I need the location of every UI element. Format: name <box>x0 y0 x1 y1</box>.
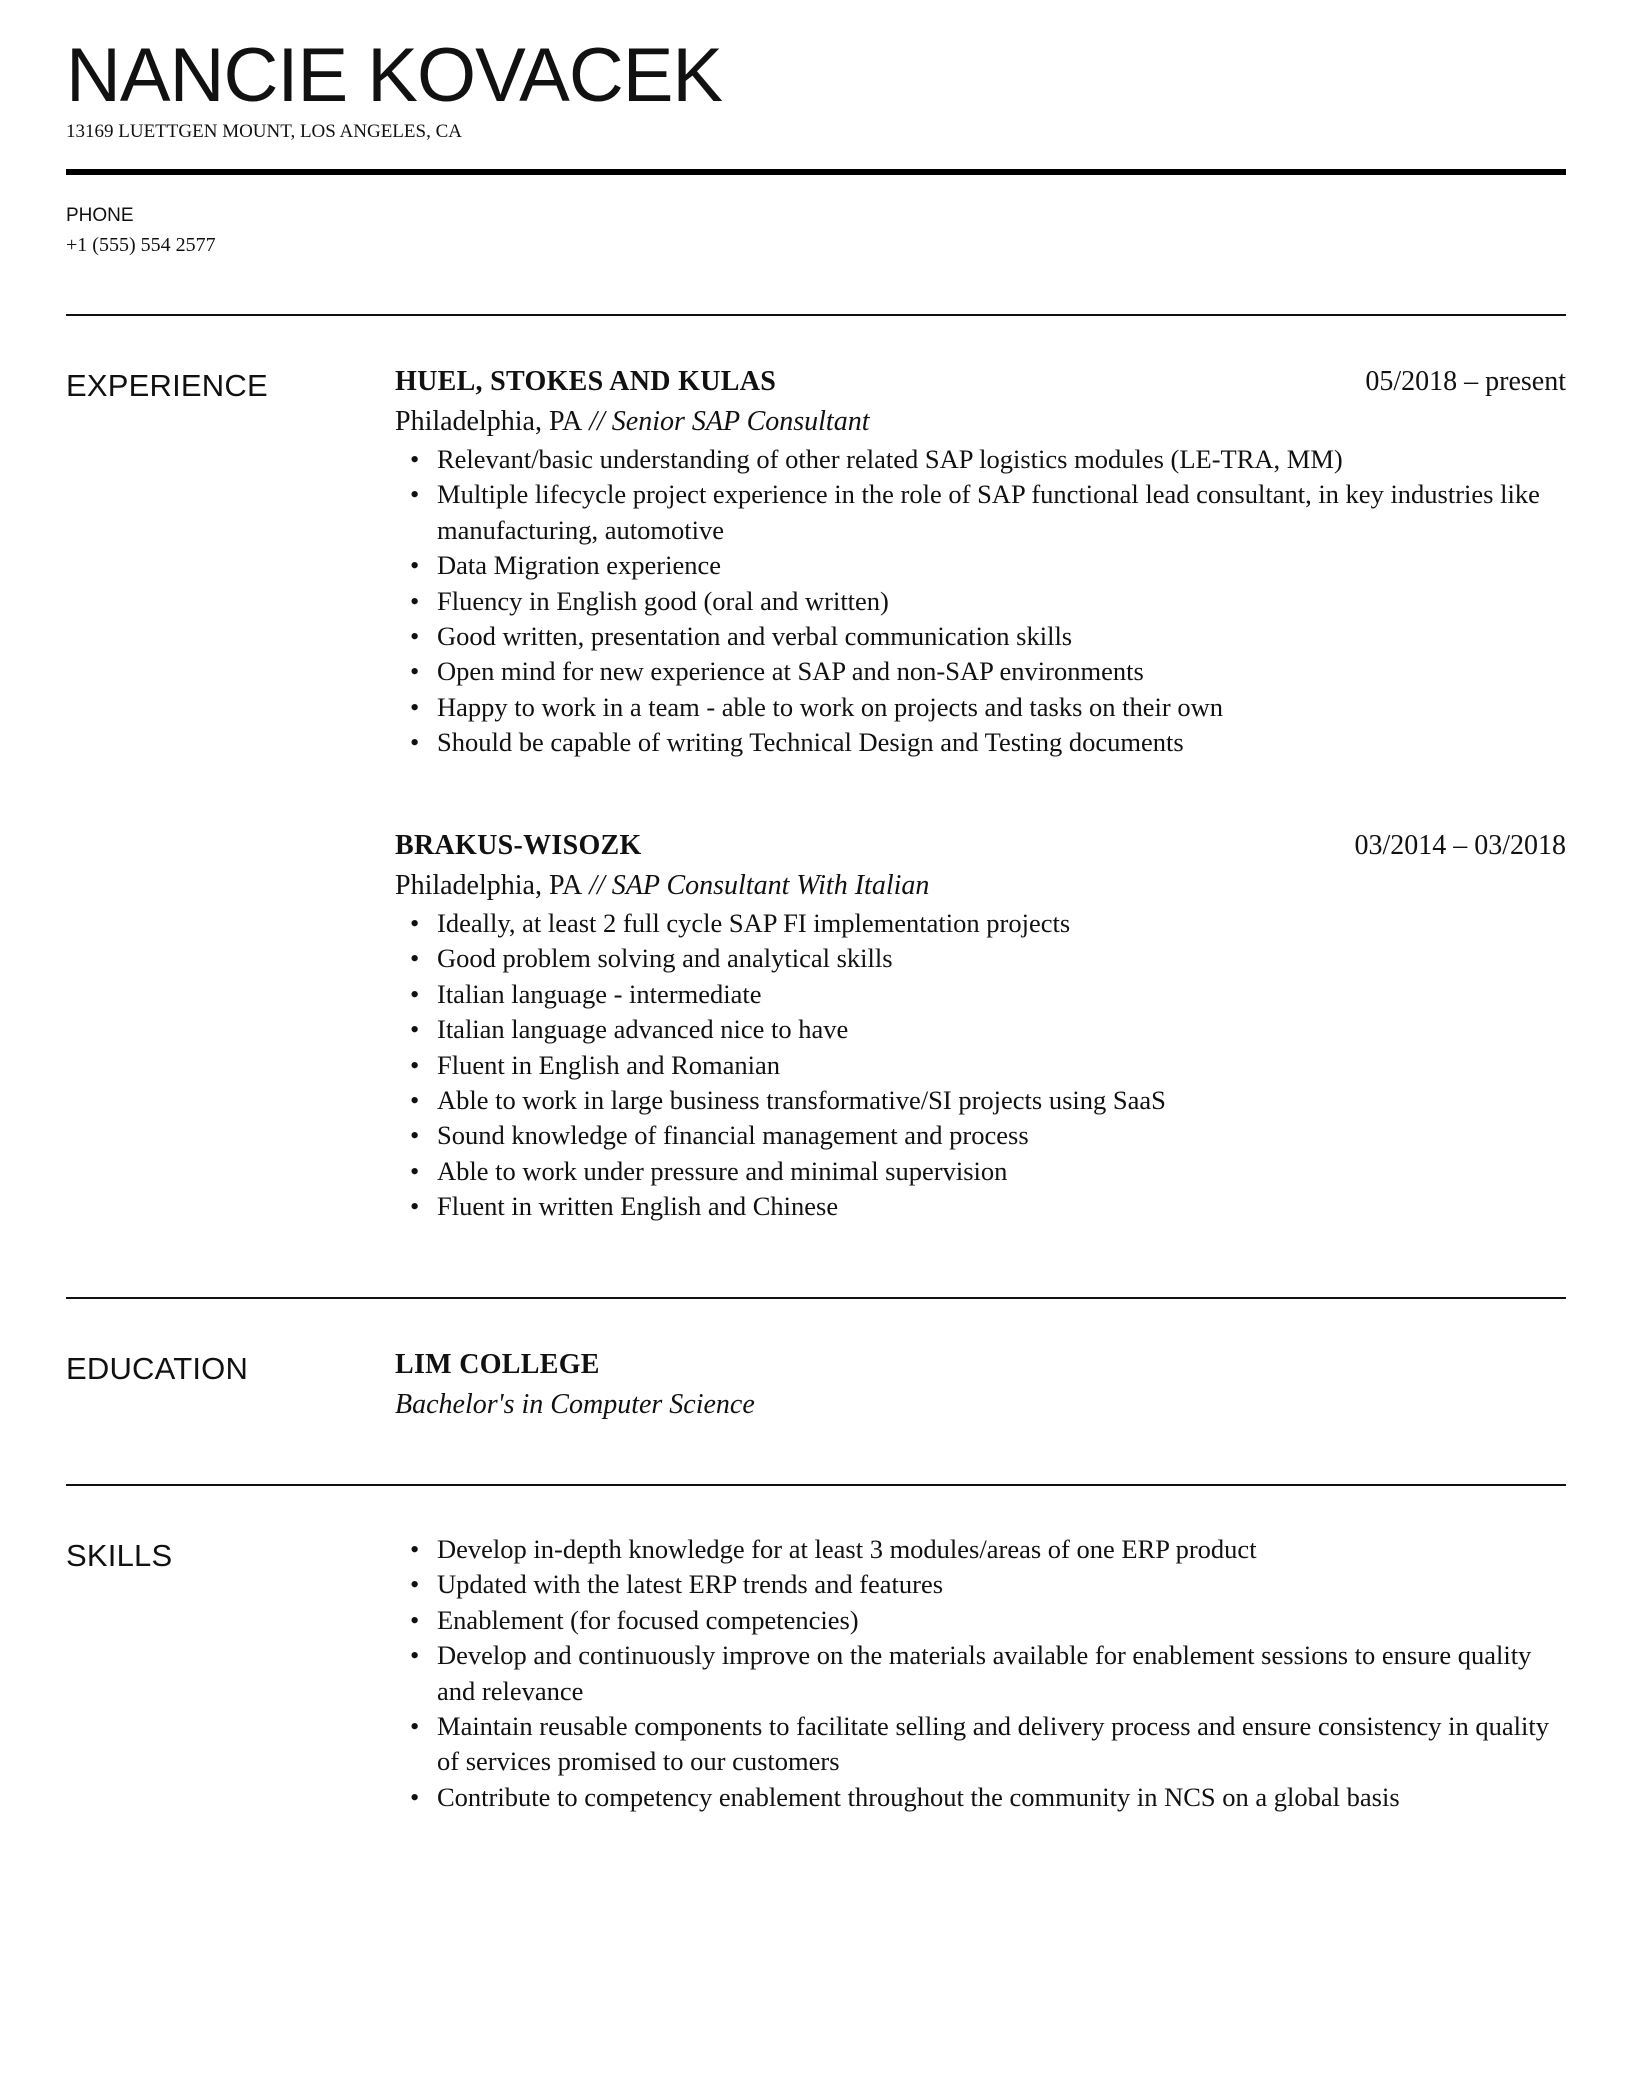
separator: // <box>582 870 612 901</box>
list-item: • Develop and continuously improve on the materials available for enablement sessions to ensure quality and relevance <box>395 1638 1566 1709</box>
job-location-role <box>395 402 1566 442</box>
header-divider <box>66 169 1566 175</box>
list-item: • Maintain reusable components to facilitate selling and delivery process and ensure consistency in quality of services promised to our customers <box>395 1709 1566 1780</box>
job-location-role <box>395 866 1566 906</box>
list-item: • Develop in-depth knowledge for at least 3 modules/areas of one ERP product <box>395 1532 1566 1567</box>
entry-header <box>395 1345 1566 1385</box>
list-item: • Updated with the latest ERP trends and features <box>395 1567 1566 1602</box>
skills-entry <box>395 1532 1566 1815</box>
company-name: HUEL, STOKES AND KULAS <box>395 366 777 397</box>
skills-list <box>395 1532 1566 1815</box>
list-item: • Able to work in large business transformative/SI projects using SaaS <box>395 1083 1566 1118</box>
employment-dates: 05/2018 – present <box>1365 366 1566 397</box>
job-location: Philadelphia, PA <box>395 870 583 901</box>
responsibility-list <box>395 906 1566 1225</box>
company-name: BRAKUS-WISOZK <box>395 830 642 861</box>
list-item: • Open mind for new experience at SAP and non-SAP environments <box>395 654 1566 689</box>
phone-label: PHONE <box>66 205 134 226</box>
education-section-title: EDUCATION <box>66 1351 249 1386</box>
list-item: • Relevant/basic understanding of other related SAP logistics modules (LE-TRA, MM) <box>395 442 1566 477</box>
list-item: • Data Migration experience <box>395 548 1566 583</box>
entry-header <box>395 362 1566 402</box>
education-entry <box>395 1345 1566 1425</box>
section-divider <box>66 1484 1566 1486</box>
list-item: • Enablement (for focused competencies) <box>395 1603 1566 1638</box>
candidate-name: NANCIE KOVACEK <box>66 33 723 118</box>
experience-entry <box>395 826 1566 1225</box>
job-title: SAP Consultant With Italian <box>611 870 930 901</box>
list-item: • Ideally, at least 2 full cycle SAP FI implementation projects <box>395 906 1566 941</box>
list-item: • Fluency in English good (oral and written) <box>395 584 1566 619</box>
job-title: Senior SAP Consultant <box>611 406 870 437</box>
separator: // <box>582 406 612 437</box>
list-item: • Fluent in English and Romanian <box>395 1048 1566 1083</box>
list-item: • Good written, presentation and verbal communication skills <box>395 619 1566 654</box>
skills-section-title: SKILLS <box>66 1538 173 1573</box>
list-item: • Able to work under pressure and minimal supervision <box>395 1154 1566 1189</box>
list-item: • Fluent in written English and Chinese <box>395 1189 1566 1224</box>
list-item: • Sound knowledge of financial management and process <box>395 1118 1566 1153</box>
school-name: LIM COLLEGE <box>395 1349 600 1380</box>
employment-dates: 03/2014 – 03/2018 <box>1354 830 1566 861</box>
list-item: • Italian language - intermediate <box>395 977 1566 1012</box>
address: 13169 LUETTGEN MOUNT, LOS ANGELES, CA <box>66 121 462 142</box>
experience-entry <box>395 362 1566 761</box>
list-item: • Multiple lifecycle project experience in the role of SAP functional lead consultant, in key industries like manufacturing, automotive <box>395 477 1566 548</box>
degree <box>395 1385 1566 1425</box>
phone-number: +1 (555) 554 2577 <box>66 234 216 256</box>
section-divider <box>66 314 1566 316</box>
job-location: Philadelphia, PA <box>395 406 583 437</box>
responsibility-list <box>395 442 1566 761</box>
list-item: • Should be capable of writing Technical Design and Testing documents <box>395 725 1566 760</box>
list-item: • Contribute to competency enablement throughout the community in NCS on a global basis <box>395 1780 1566 1815</box>
section-divider <box>66 1297 1566 1299</box>
entry-header <box>395 826 1566 866</box>
list-item: • Happy to work in a team - able to work on projects and tasks on their own <box>395 690 1566 725</box>
list-item: • Italian language advanced nice to have <box>395 1012 1566 1047</box>
degree-name: Bachelor's in Computer Science <box>395 1389 755 1420</box>
experience-section-title: EXPERIENCE <box>66 368 268 403</box>
list-item: • Good problem solving and analytical skills <box>395 941 1566 976</box>
